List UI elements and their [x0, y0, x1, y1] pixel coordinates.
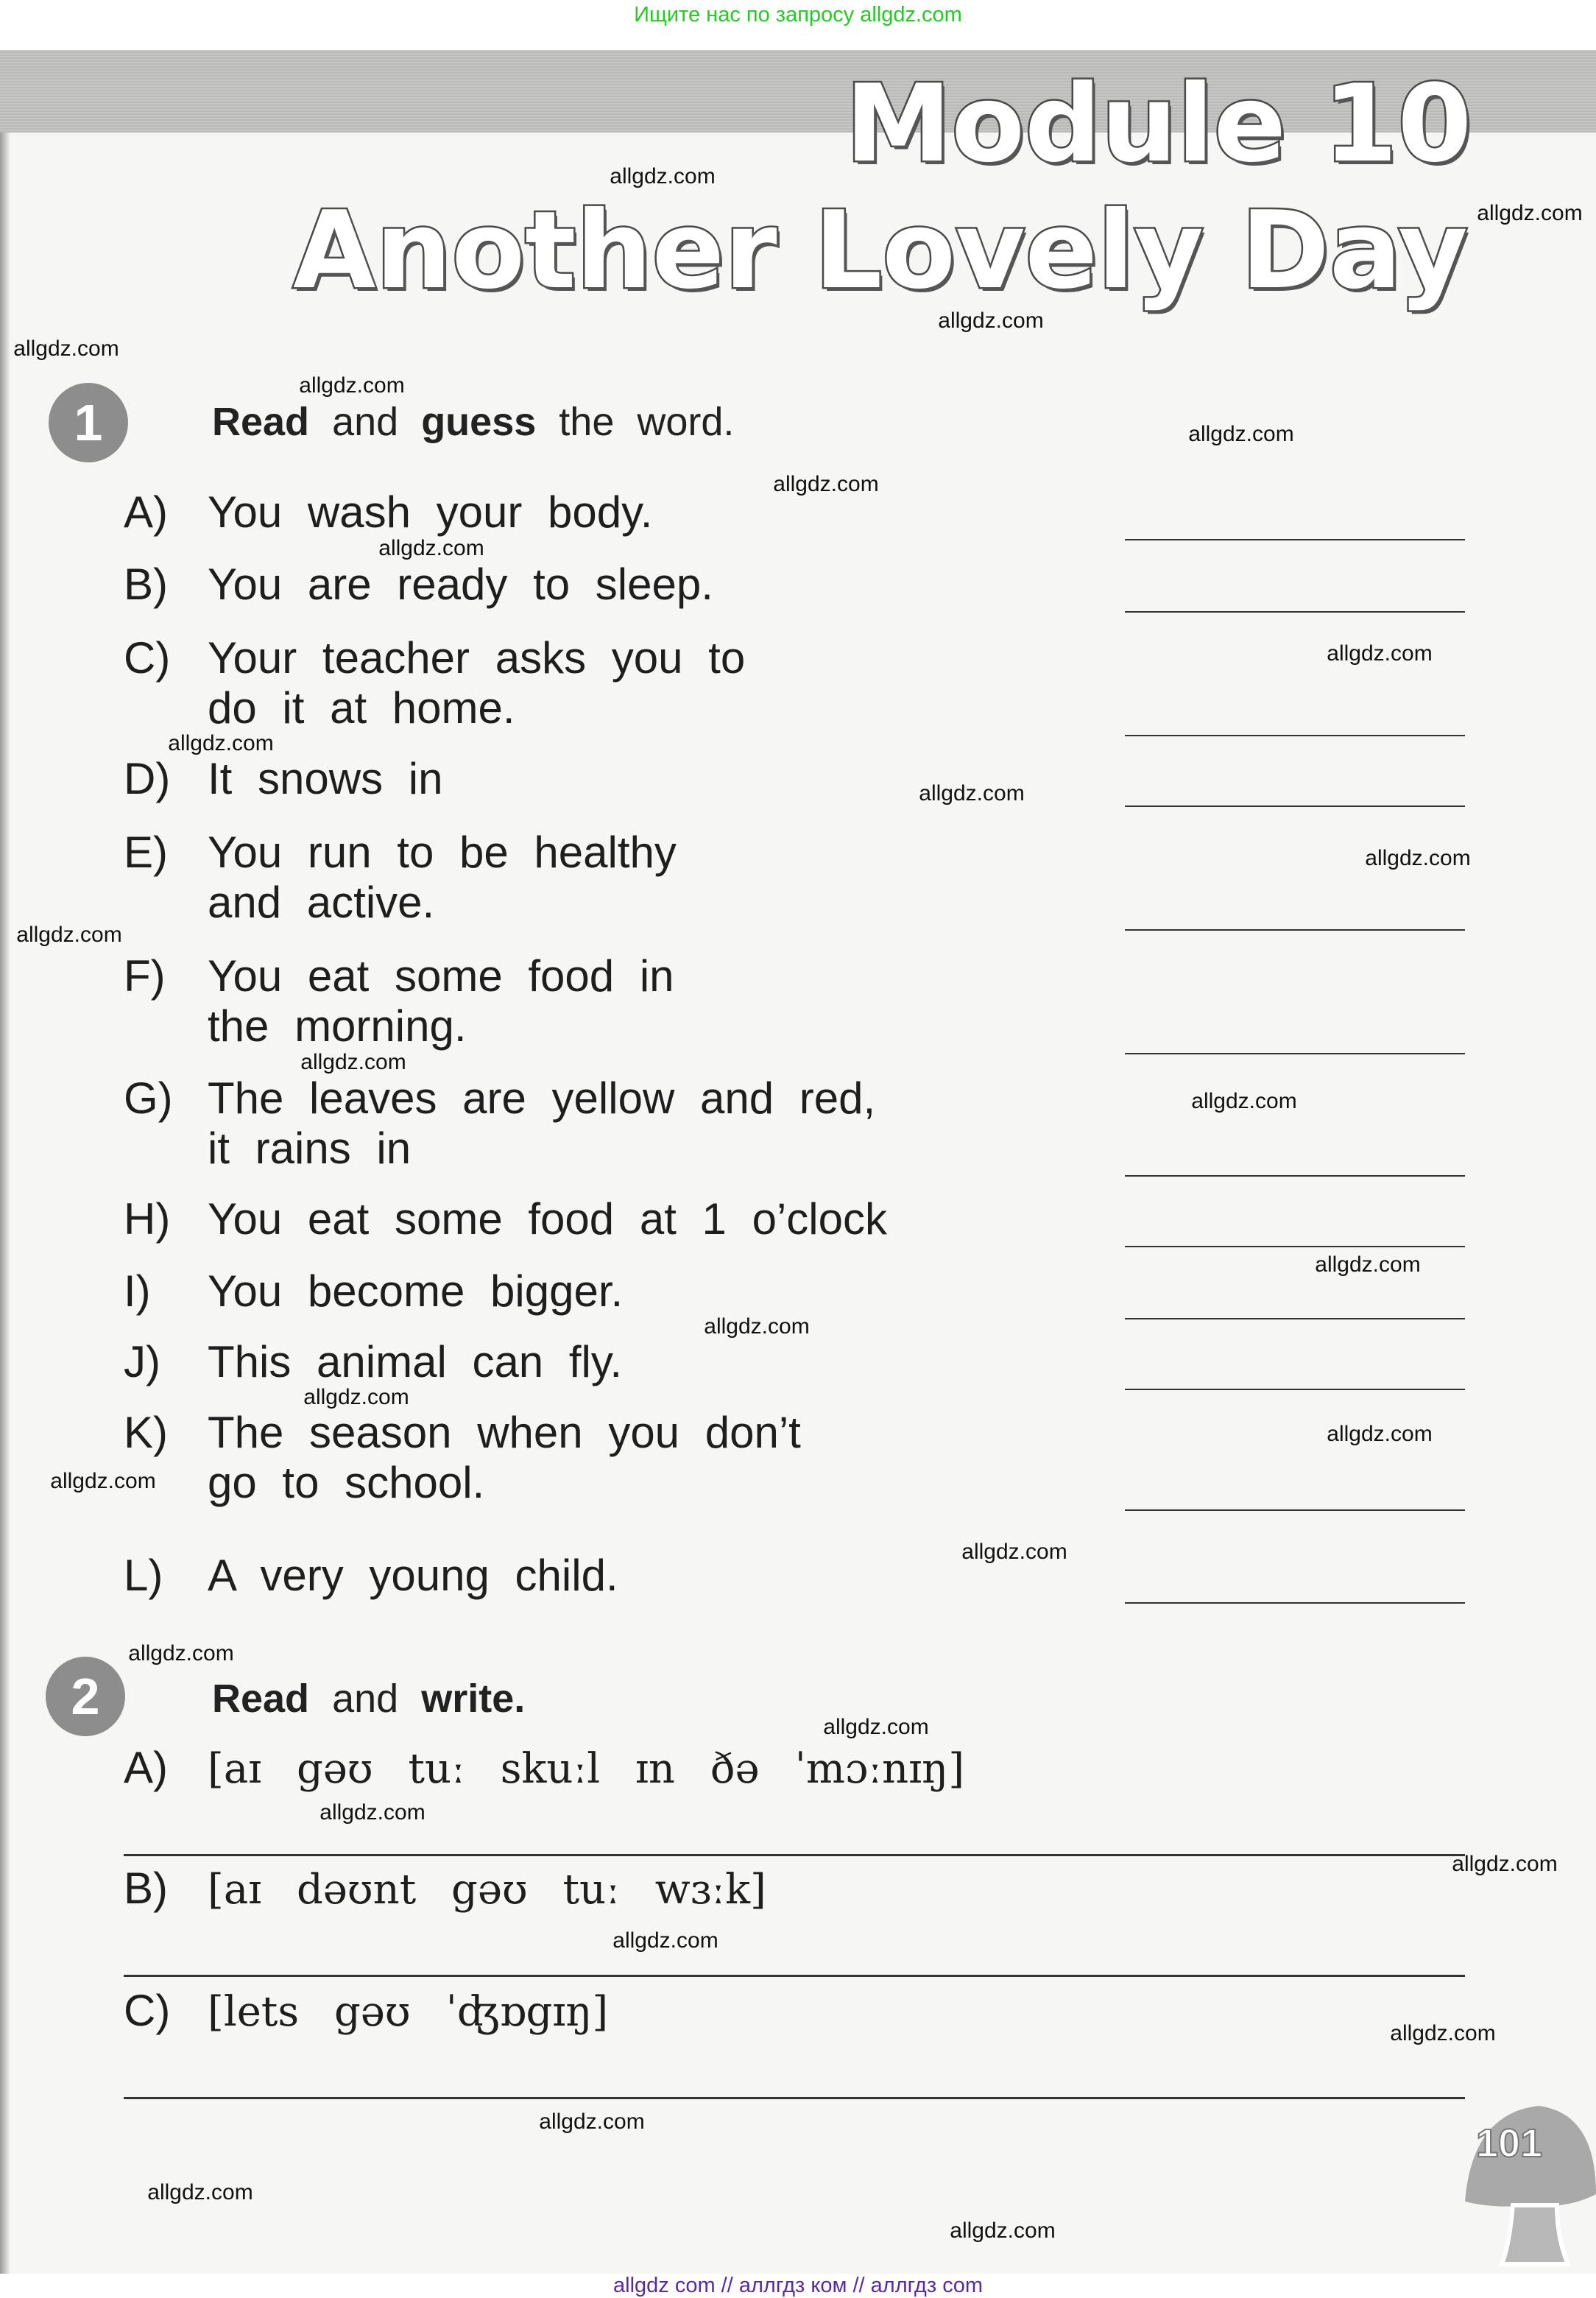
item-text-cont: go to school. [208, 1458, 485, 1507]
watermark: allgdz.com [300, 1050, 406, 1074]
watermark: allgdz.com [704, 1314, 810, 1339]
watermark: allgdz.com [938, 309, 1044, 333]
item-label: D) [124, 754, 171, 803]
answer-line[interactable] [1125, 539, 1465, 540]
module-title: Module 10 [845, 62, 1472, 186]
answer-line[interactable] [1125, 735, 1465, 736]
answer-line[interactable] [1125, 1509, 1465, 1511]
item-text: The leaves are yellow and red, [208, 1074, 876, 1123]
watermark: allgdz.com [378, 536, 484, 560]
item-label: G) [124, 1074, 173, 1123]
item-text-cont: do it at home. [208, 683, 515, 733]
exercise-2-item [124, 1985, 608, 2036]
watermark: allgdz.com [1452, 1852, 1558, 1876]
item-label: I) [124, 1266, 151, 1316]
watermark: allgdz.com [950, 2218, 1056, 2243]
watermark: allgdz.com [50, 1469, 156, 1493]
write-line[interactable] [124, 1975, 1465, 1977]
exercise-1-item [124, 560, 713, 610]
watermark: allgdz.com [1327, 641, 1433, 666]
search-hint-banner: Ищите нас по запросу allgdz.com [634, 3, 962, 27]
instruction-word: and [332, 1677, 399, 1721]
footer-links: allgdz com // аллгдз ком // аллгдз com [613, 2274, 983, 2297]
watermark: allgdz.com [961, 1540, 1067, 1564]
watermark: allgdz.com [1315, 1252, 1421, 1277]
answer-line[interactable] [1125, 1246, 1465, 1247]
transcription: [aɪ dəʊnt gəʊ tuː wɜːk] [208, 1866, 766, 1914]
item-text: You eat some food in [208, 951, 674, 1001]
exercise-1-item [124, 828, 677, 928]
instruction-word: the word. [559, 400, 735, 444]
item-text: You become bigger. [208, 1266, 624, 1316]
item-text: A very young child. [208, 1551, 618, 1600]
item-text-cont: the morning. [208, 1001, 467, 1051]
instruction-word: and [332, 400, 399, 444]
exercise-1-item [124, 1551, 618, 1601]
item-label: E) [124, 828, 168, 877]
instruction-word: guess [421, 400, 537, 444]
watermark: allgdz.com [539, 2110, 645, 2134]
item-label: A) [124, 1743, 168, 1792]
watermark: allgdz.com [773, 472, 879, 496]
transcription: [aɪ gəʊ tuː skuːl ɪn ðə ˈmɔːnɪŋ] [208, 1745, 965, 1793]
item-text-cont: it rains in [208, 1124, 412, 1173]
item-text: You run to be healthy [208, 828, 677, 877]
page-number: 101 [1476, 2121, 1543, 2165]
item-label: C) [124, 633, 171, 683]
exercise-1-item [124, 1337, 622, 1387]
watermark: allgdz.com [168, 731, 274, 755]
answer-line[interactable] [1125, 1175, 1465, 1177]
item-label: A) [124, 487, 168, 537]
exercise-1-item [124, 1194, 887, 1244]
answer-line[interactable] [1125, 1053, 1465, 1054]
answer-line[interactable] [1125, 1318, 1465, 1319]
watermark: allgdz.com [299, 373, 405, 398]
item-text-cont: and active. [208, 878, 435, 927]
watermark: allgdz.com [610, 164, 716, 188]
answer-line[interactable] [1125, 611, 1465, 613]
watermark: allgdz.com [303, 1385, 409, 1409]
watermark: allgdz.com [1188, 422, 1294, 446]
unit-title: Another Lovely Day [293, 188, 1468, 313]
transcription: [lets gəʊ ˈʤɒgɪŋ] [208, 1988, 609, 2036]
instruction-word: Read [212, 1677, 310, 1721]
watermark: allgdz.com [612, 1928, 718, 1953]
watermark: allgdz.com [16, 923, 122, 947]
watermark: allgdz.com [1477, 201, 1583, 225]
item-text: The season when you don’t [208, 1408, 801, 1457]
exercise-1-instruction [212, 399, 734, 445]
watermark: allgdz.com [1191, 1089, 1297, 1113]
watermark: allgdz.com [919, 781, 1025, 806]
item-text: It snows in [208, 754, 443, 803]
exercise-1-item [124, 1266, 623, 1317]
watermark: allgdz.com [823, 1715, 929, 1739]
write-line[interactable] [124, 2097, 1465, 2099]
exercise-2-item [124, 1863, 766, 1914]
item-label: K) [124, 1408, 168, 1457]
watermark: allgdz.com [1327, 1422, 1433, 1446]
item-label: H) [124, 1194, 171, 1244]
exercise-1-item [124, 754, 442, 804]
item-text: Your teacher asks you to [208, 633, 746, 683]
exercise-1-item [124, 633, 745, 733]
watermark: allgdz.com [1365, 846, 1471, 870]
exercise-2-badge: 2 [46, 1657, 125, 1736]
answer-line[interactable] [1125, 806, 1465, 807]
exercise-2-instruction [212, 1676, 525, 1721]
item-label: L) [124, 1551, 163, 1600]
watermark: allgdz.com [13, 336, 119, 361]
exercise-1-item [124, 1408, 801, 1508]
exercise-1-item [124, 1074, 875, 1174]
exercise-1-item [124, 951, 674, 1051]
item-text: You are ready to sleep. [208, 560, 713, 609]
item-label: B) [124, 1864, 168, 1913]
item-label: F) [124, 951, 166, 1001]
watermark: allgdz.com [319, 1800, 426, 1825]
item-text: This animal can fly. [208, 1337, 623, 1386]
instruction-word: write. [421, 1677, 526, 1721]
watermark: allgdz.com [128, 1641, 234, 1666]
item-text: You eat some food at 1 o’clock [208, 1194, 887, 1244]
exercise-1-badge: 1 [49, 383, 128, 462]
answer-line[interactable] [1125, 1602, 1465, 1604]
instruction-word: Read [212, 400, 310, 444]
exercise-2-item [124, 1742, 964, 1793]
write-line[interactable] [124, 1854, 1465, 1856]
answer-line[interactable] [1125, 1389, 1465, 1390]
item-label: C) [124, 1986, 171, 2035]
item-label: J) [124, 1337, 160, 1386]
answer-line[interactable] [1125, 929, 1465, 931]
exercise-1-item [124, 487, 652, 538]
item-text: You wash your body. [208, 487, 653, 537]
watermark: allgdz.com [1390, 2021, 1496, 2045]
watermark: allgdz.com [147, 2180, 253, 2204]
item-label: B) [124, 560, 168, 609]
